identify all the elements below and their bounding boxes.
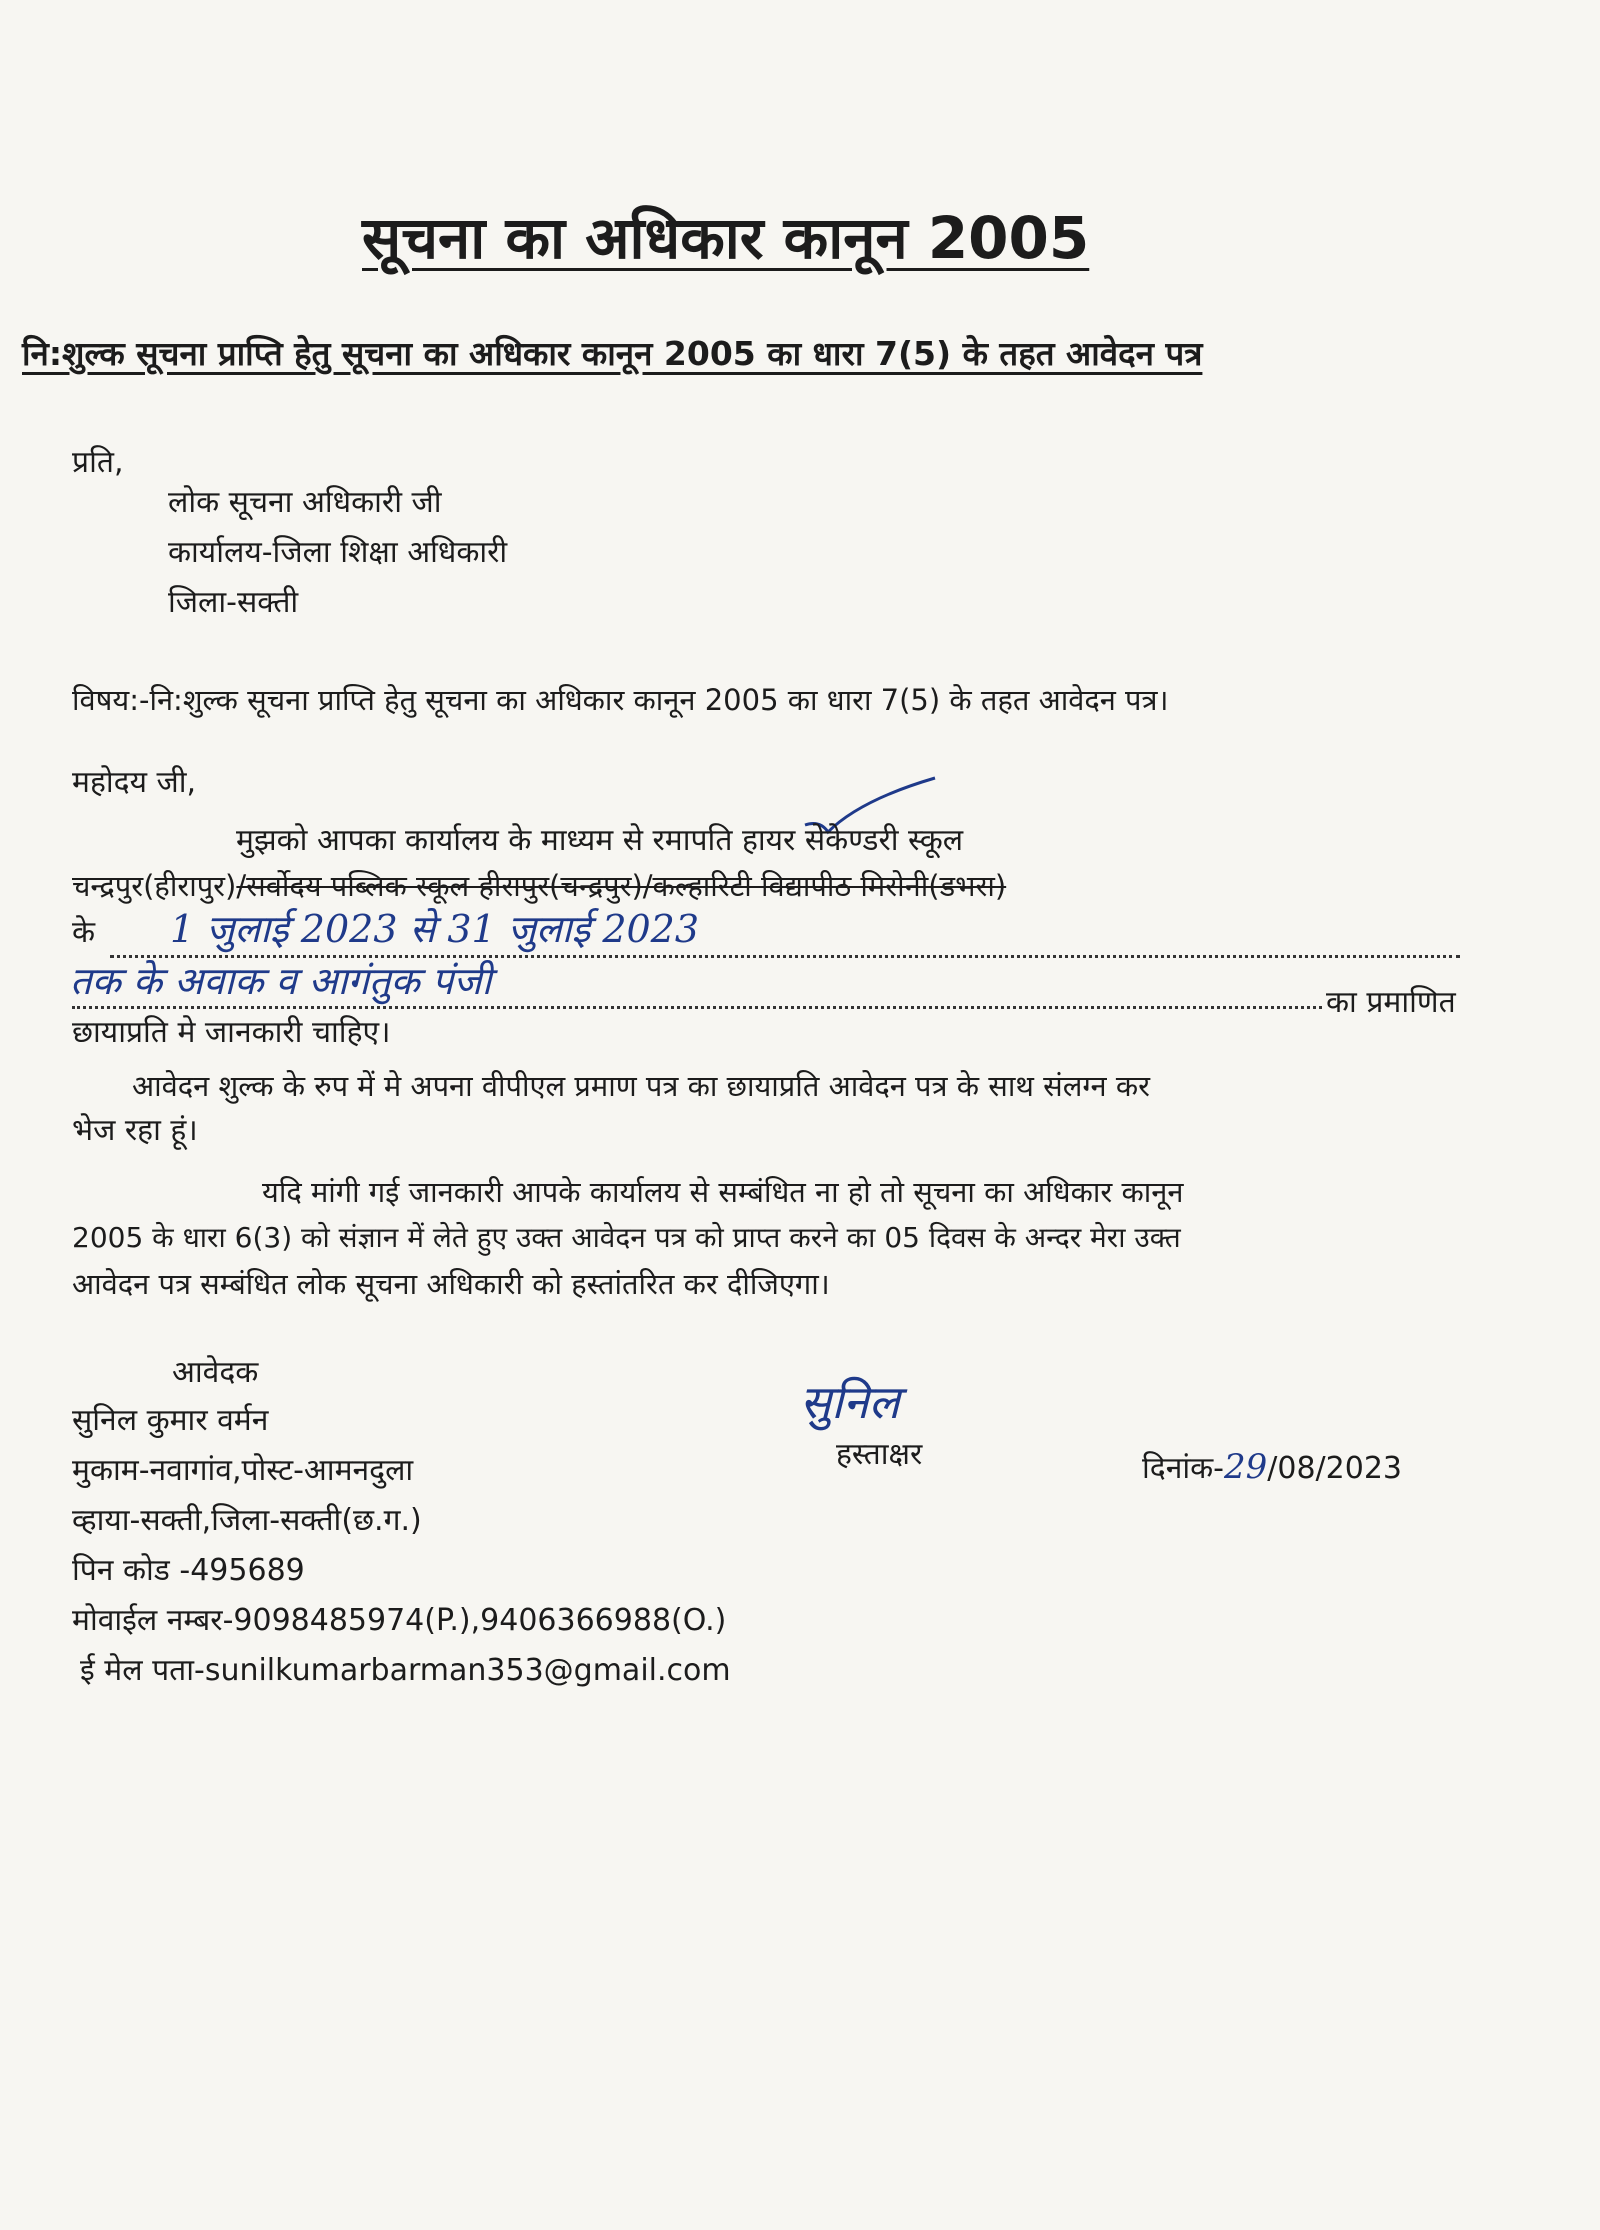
applicant-email: ई मेल पता-sunilkumarbarman353@gmail.com (80, 1653, 731, 1688)
document-subtitle: नि:शुल्क सूचना प्राप्ति हेतु सूचना का अधिकार कानून 2005 का धारा 7(5) के तहत आवेदन पत्र (22, 334, 1203, 373)
recipient-line-1: लोक सूचना अधिकारी जी (168, 485, 442, 520)
line4-suffix: का प्रमाणित (1326, 985, 1456, 1020)
recipient-line-3: जिला-सक्ती (168, 585, 299, 620)
para2-line1: आवेदन शुल्क के रुप में मे अपना वीपीएल प्रमाण पत्र का छायाप्रति आवेदन पत्र के साथ संलग्न कर (132, 1069, 1150, 1103)
struck-school-list: /सर्वोदय पब्लिक स्कूल हीरापुर(चन्द्रपुर)/कल्हारिटी विद्यापीठ मिरोनी(डभरा) (236, 869, 1007, 903)
recipient-line-2: कार्यालय-जिला शिक्षा अधिकारी (168, 535, 508, 570)
subject-line: विषय:-नि:शुल्क सूचना प्राप्ति हेतु सूचना का अधिकार कानून 2005 का धारा 7(5) के तहत आवेदन पत्र। (72, 683, 1169, 717)
line3-prefix: के (72, 915, 96, 950)
signature-label: हस्ताक्षर (836, 1437, 923, 1472)
para2-line2: भेज रहा हूं। (72, 1113, 198, 1148)
applicant-mobile: मोवाईल नम्बर-9098485974(P.),9406366988(O.) (72, 1603, 727, 1638)
para3-line3: आवेदन पत्र सम्बंधित लोक सूचना अधिकारी को हस्तांतरित कर दीजिएगा। (72, 1267, 830, 1301)
date-rest: /08/2023 (1267, 1451, 1403, 1486)
para1-line1: मुझको आपका कार्यालय के माध्यम से रमापति हायर सेकेण्डरी स्कूल (236, 823, 964, 858)
school-chandrapur: चन्द्रपुर(हीरापुर) (72, 869, 237, 903)
salutation: महोदय जी, (72, 765, 197, 800)
date-label: दिनांक- (1142, 1451, 1224, 1486)
line5: छायाप्रति मे जानकारी चाहिए। (72, 1015, 391, 1050)
dotted-line-2 (72, 1006, 1322, 1009)
para3-line1: यदि मांगी गई जानकारी आपके कार्यालय से सम्बंधित ना हो तो सूचना का अधिकार कानून (262, 1175, 1184, 1209)
para3-line2: 2005 के धारा 6(3) को संज्ञान में लेते हुए उक्त आवेदन पत्र को प्राप्त करने का 05 दिवस के अन्दर मेरा उक्त (72, 1221, 1181, 1254)
handwritten-register: तक के अवाक व आगंतुक पंजी (70, 959, 492, 1003)
applicant-name: सुनिल कुमार वर्मन (72, 1403, 269, 1438)
handwritten-date-range: 1 जुलाई 2023 से 31 जुलाई 2023 (170, 907, 700, 951)
document-title: सूचना का अधिकार कानून 2005 (362, 204, 1090, 272)
date-day-handwritten: 29 (1224, 1447, 1268, 1487)
date-field (1142, 1446, 1402, 1487)
signature-handwritten: सुनिल (800, 1375, 900, 1429)
applicant-address-2: व्हाया-सक्ती,जिला-सक्ती(छ.ग.) (72, 1503, 422, 1538)
applicant-pin: पिन कोड -495689 (72, 1553, 305, 1588)
applicant-label: आवेदक (172, 1355, 259, 1390)
applicant-address-1: मुकाम-नवागांव,पोस्ट-आमनदुला (72, 1453, 414, 1488)
recipient-to: प्रति, (72, 445, 124, 480)
para1-line2 (72, 866, 1006, 905)
